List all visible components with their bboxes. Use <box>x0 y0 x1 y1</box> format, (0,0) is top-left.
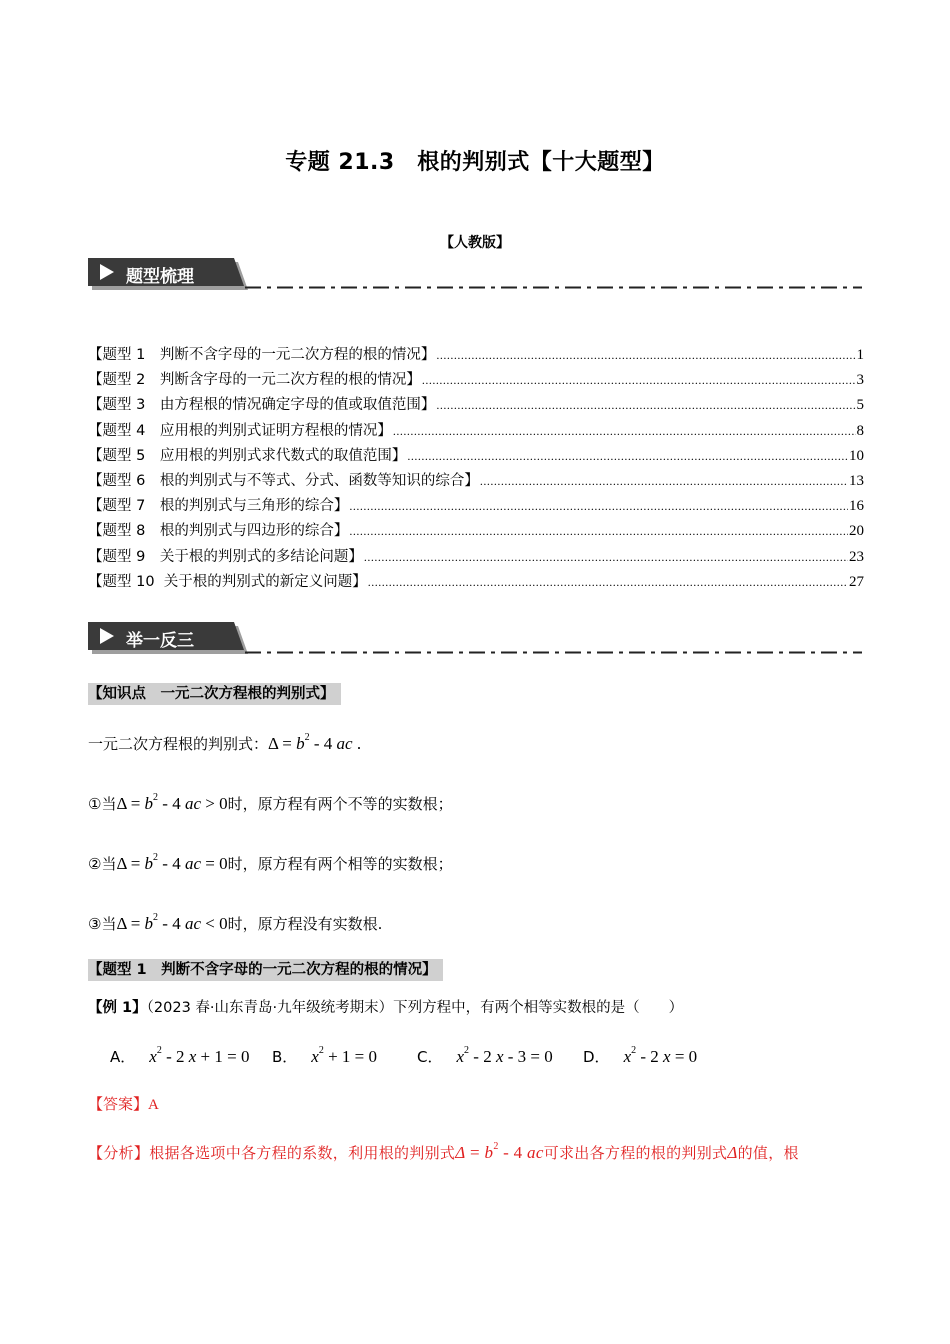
case-2-prefix: ②当 <box>88 855 117 873</box>
toc-item[interactable] <box>88 519 864 544</box>
toc-item-label: 【题型 10 关于根的判别式的新定义问题】 <box>88 573 367 590</box>
toc-leader-dots <box>368 575 848 590</box>
toc-item-label: 【题型 2 判断含字母的一元二次方程的根的情况】 <box>88 372 421 389</box>
section-title-outline: 题型梳理 <box>126 267 194 287</box>
page-title: 专题 21.3 根的判别式【十大题型】 <box>285 150 665 175</box>
analysis-delta: Δ <box>727 1143 738 1162</box>
toc-item[interactable] <box>88 368 864 393</box>
toc-leader-dots <box>436 348 855 363</box>
analysis-tag: 【分析】 <box>88 1144 150 1162</box>
toc-item[interactable] <box>88 545 864 570</box>
option-c[interactable] <box>417 1045 553 1067</box>
analysis-line <box>88 1141 799 1163</box>
case-2-text: 时，原方程有两个相等的实数根； <box>227 855 453 873</box>
definition-prefix: 一元二次方程根的判别式： <box>88 735 269 753</box>
toc-item-label: 【题型 8 根的判别式与四边形的综合】 <box>88 523 349 540</box>
case-3-line <box>88 912 382 934</box>
toc-item-page: 5 <box>856 397 864 414</box>
toc-item-page: 20 <box>849 523 864 540</box>
toc-item-page: 16 <box>849 498 864 515</box>
option-a[interactable] <box>110 1045 249 1067</box>
option-d-formula: $x^2 - 2$ x = 0 <box>623 1045 698 1066</box>
toc-item-page: 10 <box>849 447 864 464</box>
section-banner-examples <box>88 622 258 652</box>
toc-leader-dots <box>393 424 856 439</box>
type-1-heading: 【题型 1 判断不含字母的一元二次方程的根的情况】 <box>88 959 443 981</box>
section-banner-outline <box>88 258 258 288</box>
example-1-text: （2023 春·山东青岛·九年级统考期末）下列方程中，有两个相等实数根的是（ ） <box>146 1000 684 1016</box>
case-2-formula: $\Delta = b^2 - 4$ ac = 0 <box>116 852 228 873</box>
case-1-prefix: ①当 <box>88 795 117 813</box>
toc-leader-dots <box>364 550 848 565</box>
toc-item[interactable] <box>88 494 864 519</box>
toc-item[interactable] <box>88 444 864 469</box>
section-title-examples: 举一反三 <box>126 631 194 651</box>
option-d[interactable] <box>583 1045 697 1067</box>
discriminant-formula: $\Delta = b^2 - 4$ ac . <box>268 732 362 753</box>
option-b-formula: $x^2 + 1 = 0$ <box>311 1045 378 1066</box>
option-d-label: D． <box>583 1048 610 1066</box>
toc-item[interactable] <box>88 393 864 418</box>
analysis-text-1: 根据各选项中各方程的系数，利用根的判别式 <box>149 1144 456 1162</box>
toc-leader-dots <box>436 398 855 413</box>
example-1-tag: 【例 1】 <box>88 1000 147 1016</box>
case-1-text: 时，原方程有两个不等的实数根； <box>227 795 453 813</box>
toc-item-label: 【题型 7 根的判别式与三角形的综合】 <box>88 498 349 515</box>
toc-item-page: 8 <box>856 422 864 439</box>
toc-item-label: 【题型 3 由方程根的情况确定字母的值或取值范围】 <box>88 397 436 414</box>
example-1-line <box>88 996 683 1017</box>
option-b-label: B． <box>272 1048 298 1066</box>
divider-dashline <box>245 286 862 289</box>
case-3-prefix: ③当 <box>88 915 117 933</box>
toc-leader-dots <box>349 499 848 514</box>
analysis-formula: $\Delta = b^2 - 4$ ac <box>455 1141 544 1162</box>
toc-item[interactable] <box>88 570 864 595</box>
analysis-text-2: 可求出各方程的根的判别式 <box>543 1144 728 1162</box>
option-c-formula: $x^2 - 2$ x - 3 = 0 <box>456 1045 553 1066</box>
toc-item-page: 13 <box>849 472 864 489</box>
toc-item-page: 27 <box>849 573 864 590</box>
toc-item-label: 【题型 9 关于根的判别式的多结论问题】 <box>88 548 363 565</box>
case-3-text: 时，原方程没有实数根. <box>227 915 383 933</box>
toc-item[interactable] <box>88 419 864 444</box>
option-c-label: C． <box>417 1048 443 1066</box>
option-b[interactable] <box>272 1045 377 1067</box>
toc-item-page: 23 <box>849 548 864 565</box>
toc-leader-dots <box>422 373 856 388</box>
divider-dashline <box>245 651 862 654</box>
answer-value: A <box>148 1097 159 1113</box>
option-a-formula: $x^2 - 2$ x + 1 = 0 <box>149 1045 250 1066</box>
case-3-formula: $\Delta = b^2 - 4$ ac < 0 <box>116 912 228 933</box>
toc-item[interactable] <box>88 469 864 494</box>
option-a-label: A． <box>110 1048 136 1066</box>
toc-leader-dots <box>349 524 848 539</box>
toc-item-page: 3 <box>856 372 864 389</box>
toc-leader-dots <box>407 449 848 464</box>
case-1-formula: $\Delta = b^2 - 4$ ac > 0 <box>116 792 228 813</box>
analysis-text-3: 的值，根 <box>737 1144 799 1162</box>
toc-item-label: 【题型 6 根的判别式与不等式、分式、函数等知识的综合】 <box>88 472 479 489</box>
toc-item[interactable] <box>88 343 864 368</box>
definition-line <box>88 732 361 754</box>
edition-label: 【人教版】 <box>440 235 510 251</box>
toc-item-label: 【题型 1 判断不含字母的一元二次方程的根的情况】 <box>88 347 436 363</box>
answer-tag: 【答案】 <box>88 1095 149 1113</box>
answer-line <box>88 1093 159 1114</box>
table-of-contents <box>88 343 864 595</box>
toc-item-label: 【题型 5 应用根的判别式求代数式的取值范围】 <box>88 447 407 464</box>
toc-item-page: 1 <box>856 347 864 363</box>
case-1-line <box>88 792 453 814</box>
case-2-line <box>88 852 453 874</box>
toc-item-label: 【题型 4 应用根的判别式证明方程根的情况】 <box>88 422 392 439</box>
toc-leader-dots <box>480 474 848 489</box>
knowledge-heading: 【知识点 一元二次方程根的判别式】 <box>88 683 341 705</box>
